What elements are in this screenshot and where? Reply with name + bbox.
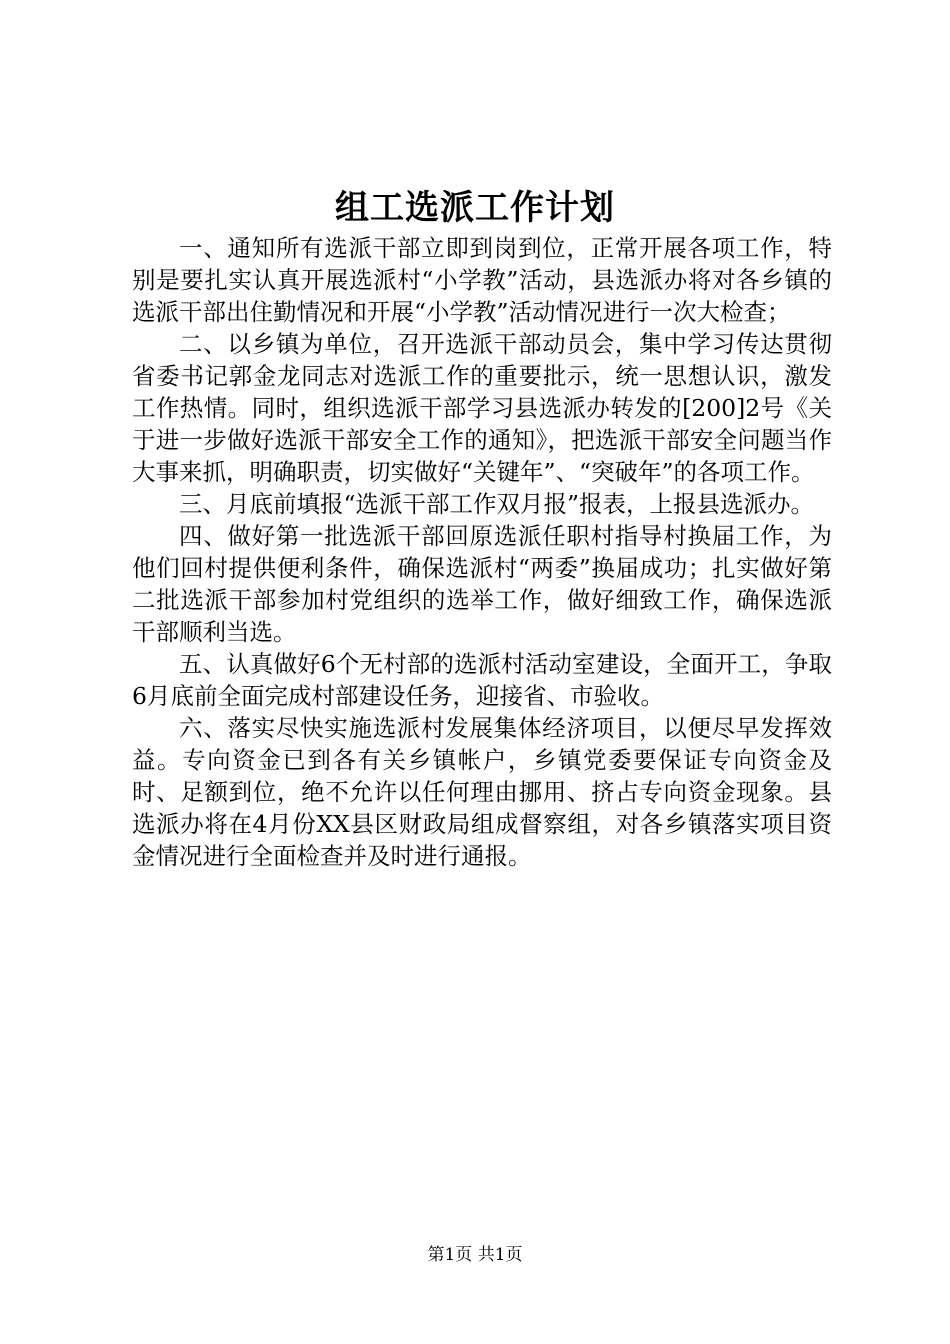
paragraph-4: 四、做好第一批选派干部回原选派任职村指导村换届工作，为他们回村提供便利条件，确保选派村“两委”换届成功；扎实做好第二批选派干部参加村党组织的选举工作，做好细致工作，确保选派干部顺利当选。	[132, 522, 832, 646]
page-number-footer: 第1页 共1页	[427, 1245, 523, 1265]
document-body	[132, 232, 832, 872]
document-title: 组工选派工作计划	[335, 188, 615, 228]
paragraph-3: 三、月底前填报“选派干部工作双月报”报表，上报县选派办。	[179, 490, 815, 518]
paragraph-6: 六、落实尽快实施选派村发展集体经济项目，以便尽早发挥效益。专向资金已到各有关乡镇帐户，乡镇党委要保证专向资金及时、足额到位，绝不允许以任何理由挪用、挤占专向资金现象。县选派办将在4月份XX县区财政局组成督察组，对各乡镇落实项目资金情况进行全面检查并及时进行通报。	[132, 714, 832, 870]
paragraph-1: 一、通知所有选派干部立即到岗到位，正常开展各项工作，特别是要扎实认真开展选派村“小学教”活动，县选派办将对各乡镇的选派干部出住勤情况和开展“小学教”活动情况进行一次大检查；	[132, 234, 832, 326]
paragraph-2: 二、以乡镇为单位，召开选派干部动员会，集中学习传达贯彻省委书记郭金龙同志对选派工作的重要批示，统一思想认识，激发工作热情。同时，组织选派干部学习县选派办转发的[200]2号《关于进一步做好选派干部安全工作的通知》，把选派干部安全问题当作大事来抓，明确职责，切实做好“关键年”、“突破年”的各项工作。	[132, 330, 832, 486]
paragraph-5: 五、认真做好6个无村部的选派村活动室建设，全面开工，争取6月底前全面完成村部建设任务，迎接省、市验收。	[132, 650, 832, 710]
